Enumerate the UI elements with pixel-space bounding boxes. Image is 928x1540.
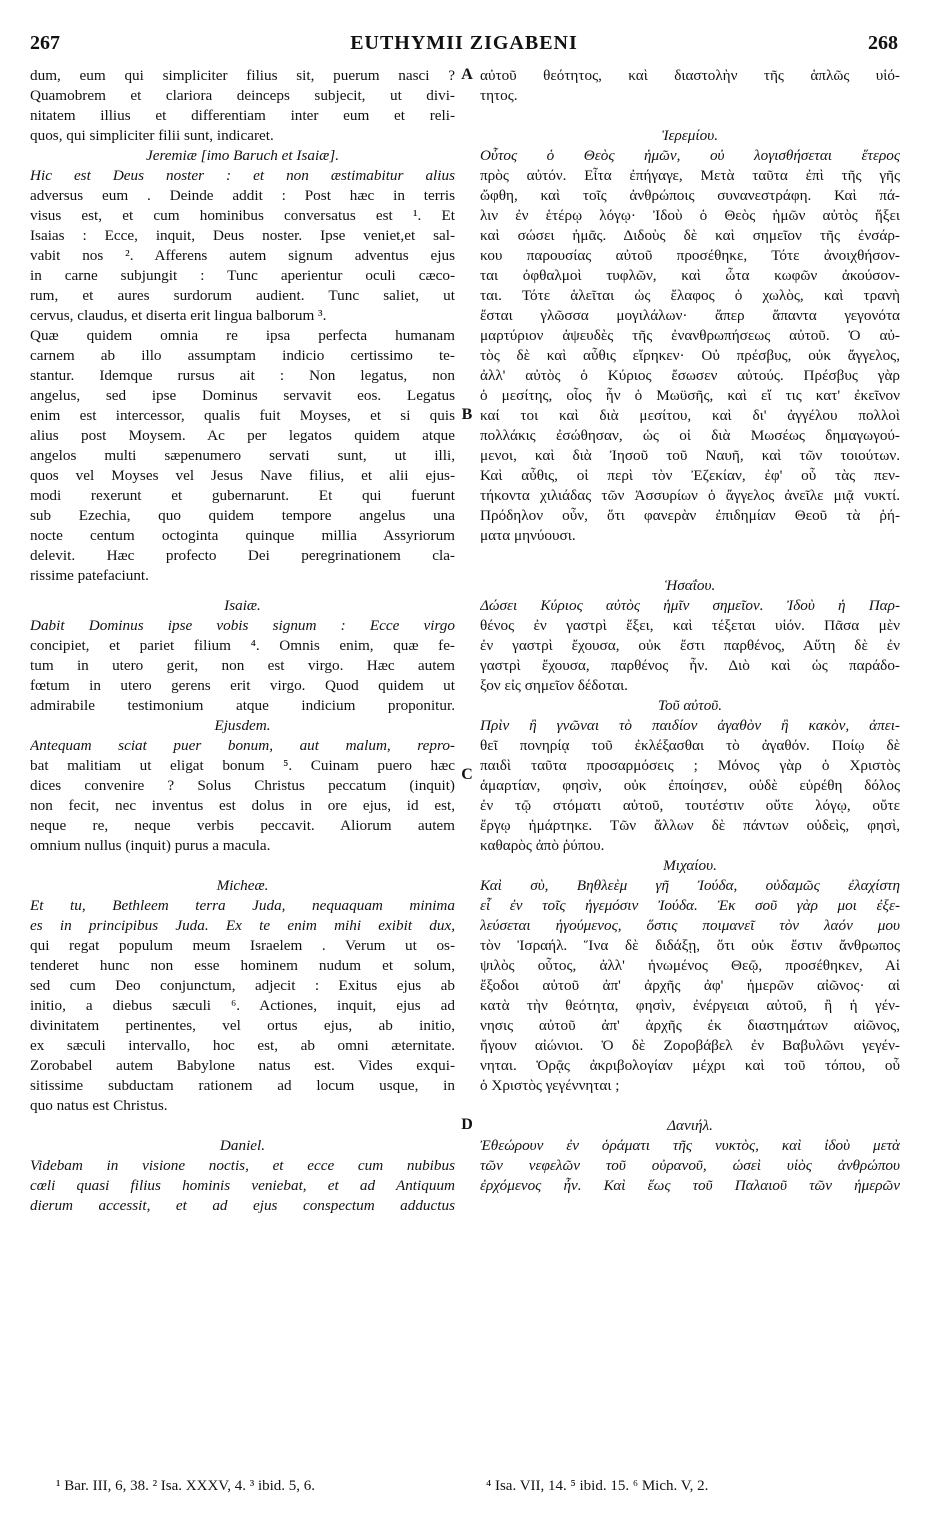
greek-line: Πρὶν ἢ γνῶναι τὸ παιδίον ἀγαθὸν ἢ κακὸν, ἀπει- [480, 717, 900, 734]
greek-line: Καὶ αὖθις, οἱ περὶ τὸν Ἐζεκίαν, ἐφ' οὗ τὰς πεν- [480, 467, 900, 484]
latin-line: cœli quasi filius hominis veniebat, et ad Antiquum [30, 1177, 455, 1194]
latin-line: admirabile testimonium atque indicium proponitur. [30, 697, 455, 714]
latin-line: Et tu, Bethleem terra Juda, nequaquam minima [30, 897, 455, 914]
section-heading: Daniel. [219, 1137, 266, 1154]
greek-line: καθαρὸς ἀπὸ ῥύπου. [480, 837, 605, 854]
latin-line: in carne subjungit : Tunc aperientur oculi cæco- [30, 267, 455, 284]
greek-line: παιδὶ ταῦτα προσαρμόσεις ; Μόνος γὰρ ὁ Χριστὸς [480, 757, 900, 774]
greek-line: καὶ σώσει ἡμᾶς. Διδοὺς δὲ καὶ σημεῖον τῆς ἐνσάρ- [480, 227, 900, 244]
latin-column [30, 66, 455, 1216]
greek-line: νησις αὐτοῦ ἀπ' ἀρχῆς ἐκ διαστημάτων αἰῶνος, [480, 1017, 900, 1034]
greek-line: ἀλλ' αὐτὸς ὁ Κύριος ἔσωσεν αὐτούς. Πρέσβυς γὰρ [480, 367, 900, 384]
latin-line: Videbam in visione noctis, et ecce cum nubibus [30, 1157, 455, 1174]
greek-line: λεύσεται ἡγούμενος, ὅστις ποιμανεῖ τὸν λαόν μου [480, 917, 900, 934]
greek-line: ὁ μεσίτης, οἷος ἦν ὁ Μωϋσῆς, καὶ εἴ τις κατ' ἐκεῖνον [480, 387, 900, 404]
greek-line: κου παρουσίας αὐτοῦ προσέθηκε, Τότε ἀνοιχθήσον- [480, 247, 900, 264]
margin-marker-c: C [461, 766, 473, 783]
latin-line: omnium nullus (inquit) purus a macula. [30, 837, 271, 854]
greek-line: ται ὀφθαλμοὶ τυφλῶν, καὶ ὦτα κωφῶν ἀκούσον- [480, 267, 900, 284]
greek-line: τῶν νεφελῶν τοῦ οὐρανοῦ, ὡσεὶ υἱὸς ἀνθρώπου [480, 1157, 900, 1174]
latin-line: ex sæculi intervallo, hoc est, ab omni æternitate. [30, 1037, 455, 1054]
latin-line: angelus, sed ipse Dominus servavit eos. Legatus [30, 387, 455, 404]
latin-line: initio, a diebus sæculi ⁶. Actiones, inquit, ejus ad [30, 997, 455, 1014]
latin-line: carnem ab illo assumptam indicio certissimo te- [30, 347, 455, 364]
page-number-right: 268 [868, 32, 898, 54]
latin-line: nitatem illius et differentiam inter eum et reli- [30, 107, 455, 124]
greek-line: μαρτύριον ἀψευδὲς τῆς ἐνανθρωπήσεως αὐτοῦ. Ὁ αὐ- [480, 327, 900, 344]
latin-line: concipiet, et pariet filium ⁴. Omnis enim, quæ fe- [30, 637, 455, 654]
running-title: EUTHYMII ZIGABENI [350, 32, 578, 54]
latin-line: Isaias : Ecce, inquit, Deus noster. Ipse veniet,et sal- [30, 227, 455, 244]
greek-line: ἔργῳ ἡμάρτηκε. Τῶν ἄλλων δὲ πάντων οὐδεὶς, φησὶ, [480, 817, 900, 834]
greek-line: ἐν τῷ στόματι αὐτοῦ, τουτέστιν οὔτε λόγῳ, οὔτε [480, 797, 900, 814]
latin-line: dierum accessit, et ad ejus conspectum adductus [30, 1197, 455, 1214]
section-heading: Ἱερεμίου. [661, 127, 718, 144]
greek-line: θεῖ πονηρίᾳ τοῦ ἐκλέξασθαι τὸ ἀγαθόν. Ποίῳ δὲ [480, 737, 900, 754]
footnotes [30, 1478, 898, 1500]
latin-line: fœtum in utero gerens erit virgo. Quod quidem ut [30, 677, 455, 694]
latin-line: tenderet hunc non esse hominem nudum et solum, [30, 957, 455, 974]
greek-line: τὸν Ἰσραήλ. Ἵνα δὲ διδάξῃ, ὅτι οὐκ ἔστιν ἄνθρωπος [480, 937, 900, 954]
greek-line: ἔξοδοι αὐτοῦ ἀπ' ἀρχῆς ἀφ' ἡμερῶν αἰῶνος· αἱ [480, 977, 900, 994]
latin-line: rissime patefaciunt. [30, 567, 149, 584]
latin-line: enim est intercessor, qualis fuit Moyses, et si quis [30, 407, 455, 424]
latin-line: non fecit, nec inventus est dolus in ore ejus, id est, [30, 797, 455, 814]
latin-line: qui regat populum meum Israelem . Verum ut os- [30, 937, 455, 954]
greek-line: Δώσει Κύριος αὐτὸς ἡμῖν σημεῖον. Ἰδοὺ ἡ Παρ- [480, 597, 900, 614]
latin-line: sitissime subductam rationem ad locum usque, in [30, 1077, 455, 1094]
greek-line: Ἐθεώρουν ἐν ὁράματι τῆς νυκτὸς, καὶ ἰδοὺ μετὰ [480, 1137, 900, 1154]
greek-line: ται. Τότε ἁλεῖται ὡς ἔλαφος ὁ χωλὸς, καὶ τρανὴ [480, 287, 900, 304]
greek-line: νηται. Ὁρᾷς ἀκριβολογίαν μέχρι καὶ τοῦ τόπου, οὗ [480, 1057, 900, 1074]
greek-line: πρὸς αὐτόν. Εἶτα ἐπήγαγε, Μετὰ ταῦτα ἐπὶ τῆς γῆς [480, 167, 900, 184]
latin-line: bat malitiam ut eligat bonum ⁵. Cuinam puero hæc [30, 757, 455, 774]
greek-line: ὤφθη, καὶ τοῖς ἀνθρώποις συνανεστράφη. Καὶ πά- [480, 187, 900, 204]
latin-line: angelos multi sæpenumero servati sunt, ut illi, [30, 447, 455, 464]
latin-line: sub Ezechia, quo quidem tempore angelus una [30, 507, 455, 524]
latin-line: es in principibus Juda. Ex te enim mihi exibit dux, [30, 917, 455, 934]
latin-line: dum, eum qui simpliciter filius sit, puerum nasci ? [30, 67, 455, 84]
latin-line: alius post Moysem. Ac per legatos quidem atque [30, 427, 455, 444]
section-heading: Τοῦ αὐτοῦ. [657, 697, 723, 714]
greek-line: μενοι, καὶ διὰ Ἰησοῦ τοῦ Ναυῆ, καὶ τῶν τοιούτων. [480, 447, 900, 464]
section-heading: Isaiæ. [224, 597, 261, 614]
greek-line: ἐν γαστρὶ ἔχουσα, οὐκ ἔστι παρθένος, Αὕτη δὲ ἐν [480, 637, 900, 654]
latin-line: neque re, neque verbis peccavit. Aliorum autem [30, 817, 455, 834]
greek-line: καί τοι καὶ διὰ μεσίτου, καὶ δι' ἀγγέλου πολλοὶ [480, 407, 900, 424]
footnotes-left: ¹ Bar. III, 6, 38. ² Isa. XXXV, 4. ³ ibid. 5, 6. [56, 1478, 316, 1494]
margin-marker-b: B [461, 406, 473, 423]
greek-line: τητος. [480, 87, 518, 104]
greek-line: ψιλὸς οὗτος, ἀλλ' ἡνωμένος Θεῷ, προσέθηκεν, Αἱ [480, 957, 900, 974]
latin-line: rum, et aures surdorum audient. Tunc saliet, ut [30, 287, 455, 304]
margin-marker-d: D [461, 1116, 473, 1133]
section-heading: Jeremiæ [imo Baruch et Isaiæ]. [145, 147, 340, 164]
greek-line: Πρόδηλον οὖν, ὅτι φανερὰν ἐπιδημίαν Θεοῦ τὰ ῥή- [480, 507, 900, 524]
footnotes-right: ⁴ Isa. VII, 14. ⁵ ibid. 15. ⁶ Mich. V, 2. [486, 1478, 709, 1494]
section-heading: Δανιήλ. [667, 1117, 713, 1134]
greek-line: λιν ἐν ἑτέρῳ λόγῳ· Ἰδοὺ ὁ Θεὸς ἡμῶν αὐτὸς ἥξει [480, 207, 900, 224]
latin-line: Antequam sciat puer bonum, aut malum, repro- [30, 737, 455, 754]
latin-line: dices convenire ? Solus Christus peccatum (inquit) [30, 777, 455, 794]
page-number-left: 267 [30, 32, 60, 54]
latin-line: stantur. Idemque rursus ait : Non legatus, non [30, 367, 455, 384]
greek-line: αὐτοῦ θεότητος, καὶ διαστολὴν τῆς ἁπλῶς υἱό- [480, 67, 900, 84]
running-header [30, 32, 898, 62]
greek-line: ξον εἰς σημεῖον δέδοται. [480, 677, 628, 694]
greek-line: εἶ ἐν τοῖς ἡγεμόσιν Ἰούδα. Ἐκ σοῦ γὰρ μοι ἐξε- [480, 897, 900, 914]
greek-line: Οὗτος ὁ Θεὸς ἡμῶν, οὐ λογισθήσεται ἕτερος [480, 147, 900, 164]
greek-line: ἁμαρτίαν, φησὶν, οὐκ ἐποίησεν, οὐδὲ εὑρέθη δόλος [480, 777, 900, 794]
latin-line: visus est, et cum hominibus conversatus est ¹. Et [30, 207, 455, 224]
greek-column [480, 66, 900, 1196]
greek-line: θένος ἐν γαστρὶ ἕξει, καὶ τέξεται υἱόν. Πᾶσα μὲν [480, 617, 900, 634]
latin-line: Dabit Dominus ipse vobis signum : Ecce virgo [30, 617, 455, 634]
latin-line: Zorobabel autem Babylone natus est. Vides exqui- [30, 1057, 455, 1074]
section-heading: Ejusdem. [214, 717, 271, 734]
greek-line: γαστρὶ ἔχουσα, παρθένος ἦν. Διὸ καὶ ὡς παράδο- [480, 657, 900, 674]
latin-line: divinitatem pertinentes, vel ortus ejus, ab initio, [30, 1017, 455, 1034]
latin-line: tum in utero gerit, non est virgo. Hæc autem [30, 657, 455, 674]
section-heading: Ἡσαΐου. [664, 577, 716, 594]
latin-line: cervus, claudus, et diserta erit lingua balborum ³. [30, 307, 327, 324]
greek-line: τὸς δὲ καὶ αὖθις εἴρηκεν· Οὐ πρέσβυς, οὐκ ἄγγελος, [480, 347, 900, 364]
section-heading: Μιχαίου. [663, 857, 717, 874]
greek-line: πολλάκις ἐσώθησαν, ὡς οἱ διὰ Μωσέως δημαγωγού- [480, 427, 900, 444]
section-heading: Micheæ. [216, 877, 269, 894]
greek-line: ἔσται γλῶσσα μογιλάλων· ἅπερ ἅπαντα γεγονότα [480, 307, 900, 324]
latin-line: nocte centum octoginta quinque millia Assyriorum [30, 527, 455, 544]
greek-line: ἤγουν αἰώνιοι. Ὁ δὲ Ζοροβάβελ ἐν Βαβυλῶνι γεγέν- [480, 1037, 900, 1054]
margin-marker-a: A [461, 66, 473, 83]
greek-line: ἐρχόμενος ἦν. Καὶ ἕως τοῦ Παλαιοῦ τῶν ἡμερῶν [480, 1177, 900, 1194]
latin-line: delevit. Hæc profecto Dei peregrinationem cla- [30, 547, 455, 564]
latin-line: Quæ quidem omnia re ipsa perfecta humanam [30, 327, 455, 344]
latin-line: quos vel Moyses vel Jesus Nave filius, et alii ejus- [30, 467, 455, 484]
greek-line: τήκοντα χιλιάδας τῶν Ἀσσυρίων ὁ ἄγγελος ἀνεῖλε μιᾷ νυκτί. [480, 487, 900, 504]
greek-line: ὁ Χριστὸς γεγέννηται ; [480, 1077, 620, 1094]
latin-line: quos, qui simpliciter filii sunt, indicaret. [30, 127, 274, 144]
latin-line: Quamobrem et clariora deinceps subjecit, ut divi- [30, 87, 455, 104]
latin-line: vabit nos ². Afferens autem signum adventus ejus [30, 247, 455, 264]
latin-line: sed cum Deo conjunctum, adjecit : Exitus ejus ab [30, 977, 455, 994]
latin-line: adversus eum . Deinde addit : Post hæc in terris [30, 187, 455, 204]
latin-line: modi rexerunt et gubernarunt. Et qui fuerunt [30, 487, 455, 504]
latin-line: quo natus est Christus. [30, 1097, 168, 1114]
greek-line: ματα μηνύουσι. [480, 527, 576, 544]
greek-line: Καὶ σὺ, Βηθλεὲμ γῆ Ἰούδα, οὐδαμῶς ἐλαχίστη [480, 877, 900, 894]
greek-line: κατὰ τὴν θεότητα, φησὶν, ἐνέργειαι αὐτοῦ, ἢ ἡ γέν- [480, 997, 900, 1014]
latin-line: Hic est Deus noster : et non æstimabitur alius [30, 167, 455, 184]
